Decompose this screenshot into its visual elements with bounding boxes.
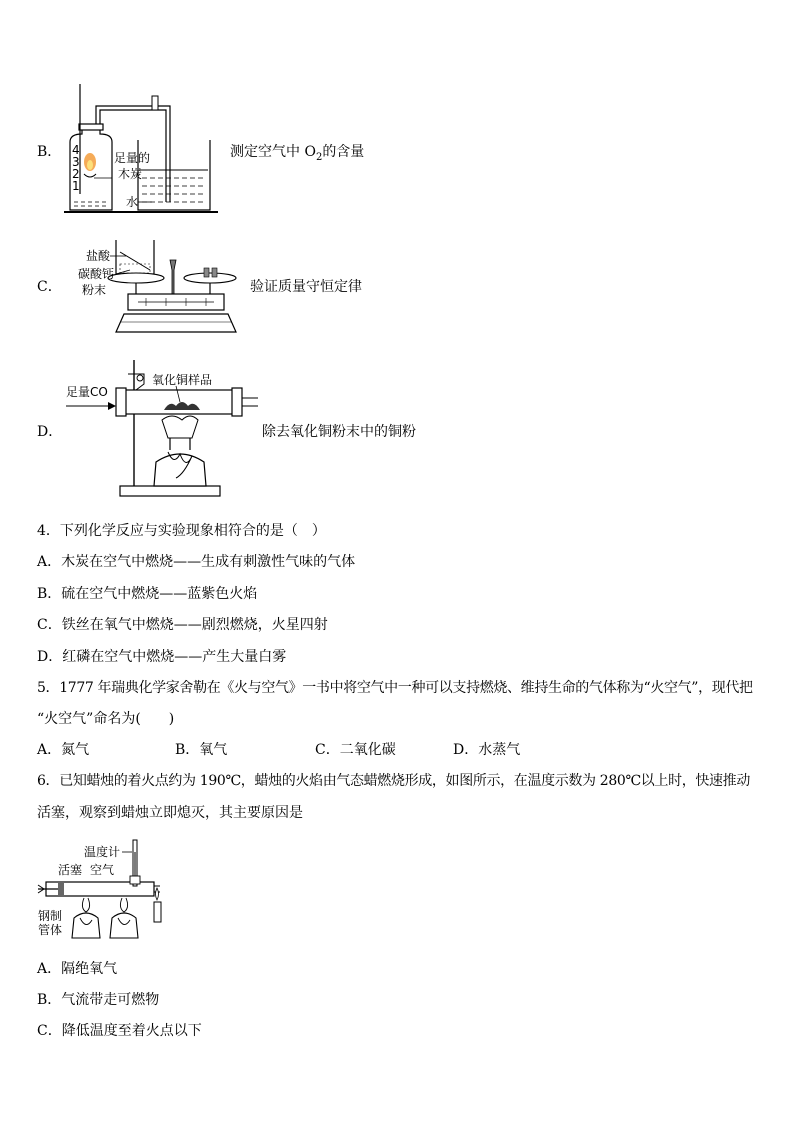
q4-option-a: A．木炭在空气中燃烧——生成有刺激性气味的气体 bbox=[37, 554, 356, 570]
label-charcoal-1: 足量的 bbox=[114, 151, 151, 165]
mark-3: 3 bbox=[72, 155, 80, 169]
mass-conservation-balance-figure bbox=[76, 236, 246, 336]
label-thermometer: 温度计 bbox=[84, 845, 121, 859]
label-caco3-2: 粉末 bbox=[82, 283, 107, 297]
q4-option-b: B．硫在空气中燃烧——蓝紫色火焰 bbox=[37, 586, 258, 602]
q5-option-c: C．二氧化碳 bbox=[315, 742, 396, 758]
q4-option-d: D．红磷在空气中燃烧——产生大量白雾 bbox=[37, 649, 287, 665]
mark-2: 2 bbox=[72, 167, 80, 181]
q6-option-c: C．降低温度至着火点以下 bbox=[37, 1023, 202, 1039]
label-acid: 盐酸 bbox=[86, 249, 111, 263]
option-c-label: C． bbox=[37, 279, 62, 295]
q4-stem: 4．下列化学反应与实验现象相符合的是（ ） bbox=[37, 523, 326, 539]
q6-stem-line2: 活塞，观察到蜡烛立即熄灭，其主要原因是 bbox=[37, 805, 303, 821]
q5-stem-line2: “火空气”命名为( ) bbox=[37, 711, 175, 727]
q4-option-c: C．铁丝在氧气中燃烧——剧烈燃烧，火星四射 bbox=[37, 617, 328, 633]
q6-option-b: B．气流带走可燃物 bbox=[37, 992, 160, 1008]
label-air: 空气 bbox=[90, 863, 115, 877]
option-c-caption: 验证质量守恒定律 bbox=[250, 279, 362, 295]
label-co: 足量CO bbox=[66, 385, 108, 399]
copper-oxide-reduction-figure bbox=[64, 354, 260, 500]
mark-4: 4 bbox=[72, 143, 80, 157]
label-piston: 活塞 bbox=[58, 863, 83, 877]
option-b-label: B． bbox=[37, 144, 62, 160]
label-tube-1: 钢制 bbox=[38, 909, 63, 923]
label-tube-2: 管体 bbox=[38, 923, 63, 937]
label-water: 水 bbox=[126, 195, 139, 209]
q6-option-a: A．隔绝氧气 bbox=[37, 961, 118, 977]
option-d-caption: 除去氧化铜粉末中的铜粉 bbox=[262, 424, 416, 440]
label-caco3-1: 碳酸钙 bbox=[78, 267, 115, 281]
q6-stem-line1: 6．已知蜡烛的着火点约为 190℃，蜡烛的火焰由气态蜡燃烧形成，如图所示，在温度示数为 280℃以上时，快速推动 bbox=[37, 773, 750, 789]
q5-stem-line1: 5．1777 年瑞典化学家舍勒在《火与空气》一书中将空气中一种可以支持燃烧、维持生命的气体称为“火空气”，现代把 bbox=[37, 680, 753, 696]
q5-option-a: A．氮气 bbox=[37, 742, 90, 758]
q5-option-d: D．水蒸气 bbox=[453, 742, 521, 758]
label-sample: 氧化铜样品 bbox=[152, 373, 213, 387]
candle-extinguish-figure bbox=[36, 838, 176, 948]
option-b-caption: 测定空气中 $O_2$的含量 bbox=[230, 144, 365, 163]
mark-1: 1 bbox=[72, 179, 80, 193]
q5-option-b: B．氧气 bbox=[175, 742, 228, 758]
option-d-label: D． bbox=[37, 424, 63, 440]
label-charcoal-2: 木炭 bbox=[118, 167, 143, 181]
oxygen-content-apparatus-figure bbox=[60, 82, 220, 218]
